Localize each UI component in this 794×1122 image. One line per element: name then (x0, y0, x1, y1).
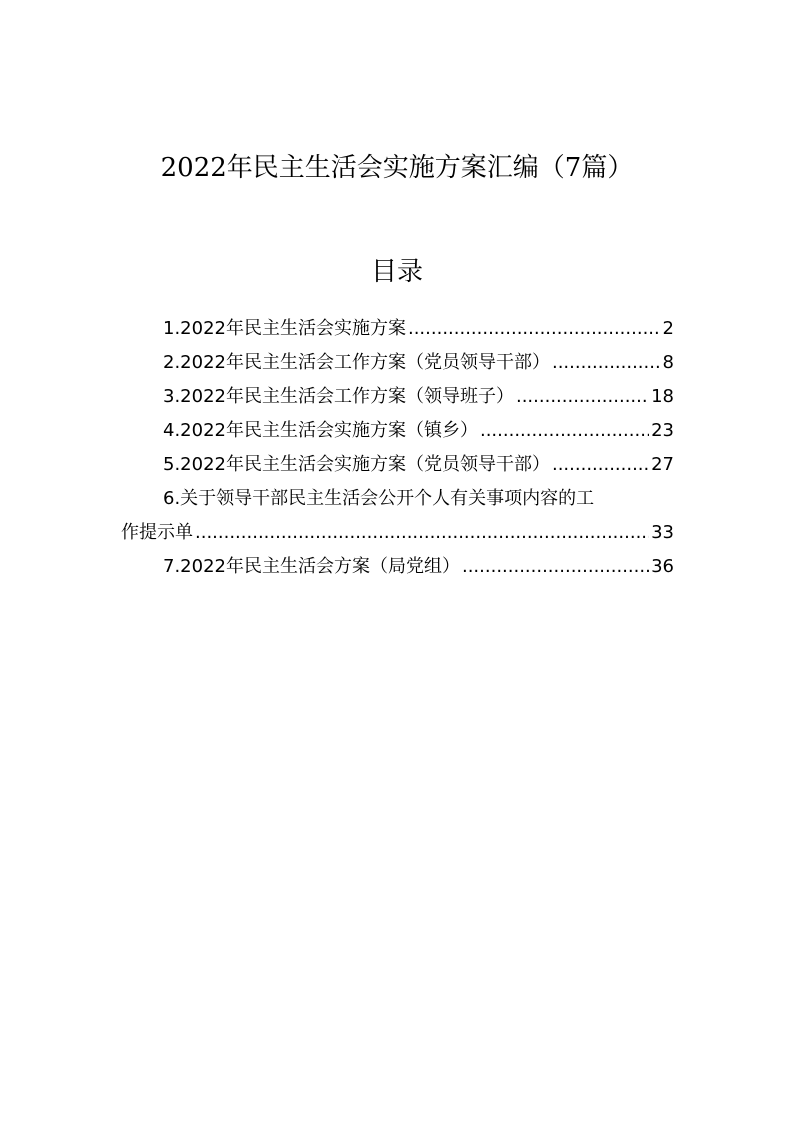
toc-entry-7[interactable] (121, 550, 674, 584)
toc-entry-title: 1.2022年民主生活会实施方案 (163, 318, 406, 339)
toc-entry-title: 2.2022年民主生活会工作方案（党员领导干部） (163, 352, 550, 373)
toc-page-number: 27 (651, 454, 674, 475)
toc-dot-leader (552, 448, 649, 482)
toc-entry-6[interactable] (121, 482, 674, 550)
toc-entry-title: 5.2022年民主生活会实施方案（党员领导干部） (163, 454, 550, 475)
toc-entry-1[interactable] (121, 312, 674, 346)
toc-page-number: 36 (651, 556, 674, 577)
toc-dot-leader (480, 414, 649, 448)
toc-entry-4[interactable] (121, 414, 674, 448)
toc-dot-leader (408, 312, 661, 346)
table-of-contents (121, 312, 674, 584)
toc-entry-title: 3.2022年民主生活会工作方案（领导班子） (163, 386, 514, 407)
toc-page-number: 2 (662, 318, 674, 339)
toc-heading: 目录 (370, 257, 423, 287)
toc-page-number: 18 (651, 386, 674, 407)
toc-dot-leader (195, 516, 649, 550)
toc-entry-title-line1: 6.关于领导干部民主生活会公开个人有关事项内容的工 (163, 488, 595, 509)
toc-page-number: 33 (651, 522, 674, 543)
toc-entry-title: 7.2022年民主生活会方案（局党组） (163, 556, 460, 577)
toc-entry-5[interactable] (121, 448, 674, 482)
toc-entry-2[interactable] (121, 346, 674, 380)
toc-dot-leader (516, 380, 649, 414)
toc-dot-leader (462, 550, 649, 584)
toc-entry-3[interactable] (121, 380, 674, 414)
toc-page-number: 8 (662, 352, 674, 373)
toc-page-number: 23 (651, 420, 674, 441)
document-title: 2022年民主生活会实施方案汇编（7篇） (160, 153, 634, 183)
toc-entry-title-line2: 作提示单 (121, 522, 193, 543)
toc-dot-leader (552, 346, 661, 380)
toc-entry-title: 4.2022年民主生活会实施方案（镇乡） (163, 420, 478, 441)
